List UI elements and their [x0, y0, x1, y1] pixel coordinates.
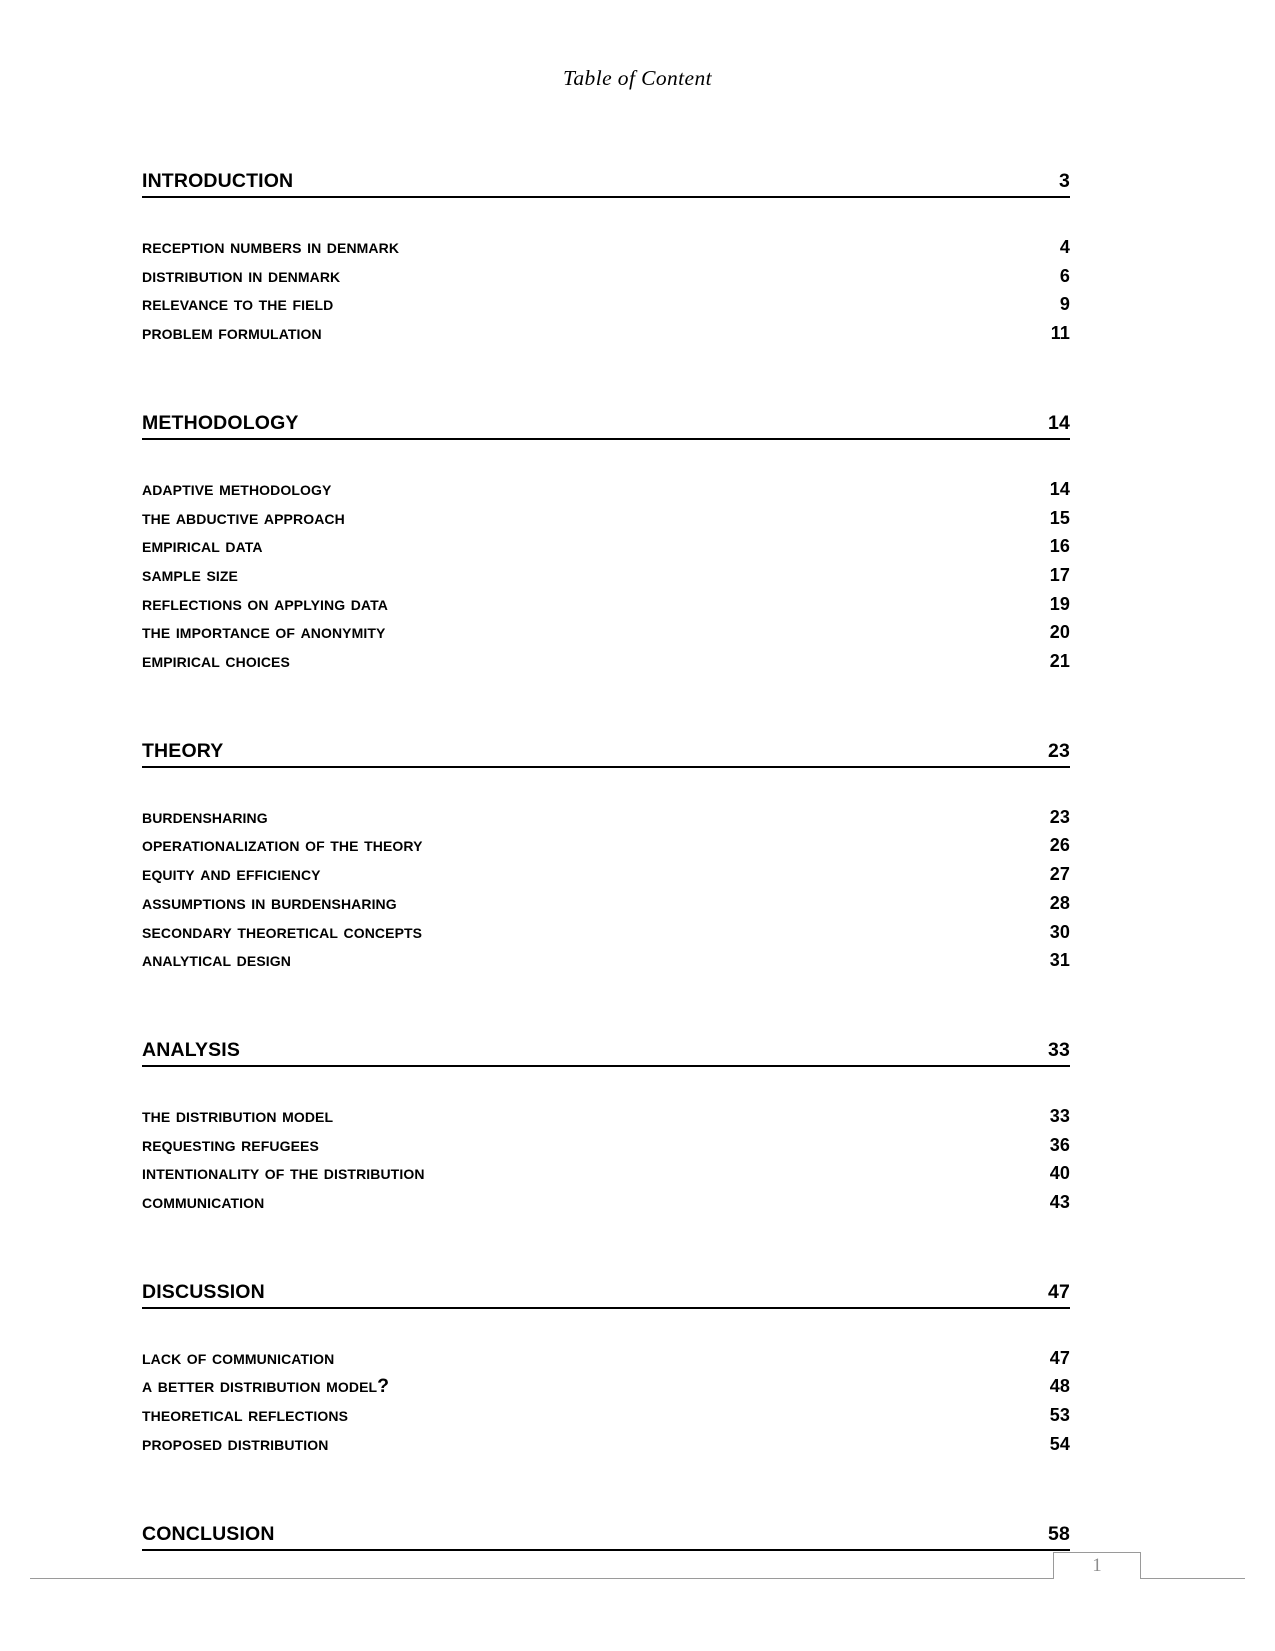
- toc-heading-label: METHODOLOGY: [142, 411, 299, 434]
- toc-subentry-page-number: 33: [1049, 1105, 1070, 1126]
- toc-subentry-page-number: 43: [1049, 1192, 1070, 1213]
- toc-subentry-label: the distribution model: [142, 1104, 334, 1127]
- toc-subentry[interactable]: [142, 1159, 1070, 1188]
- toc-subentry[interactable]: [142, 647, 1070, 676]
- toc-subentry-page-number: 48: [1049, 1376, 1070, 1397]
- toc-heading-label: INTRODUCTION: [142, 170, 294, 192]
- toc-subentry-list: [142, 803, 1070, 975]
- toc-subentry-label: relevance to the field: [142, 293, 334, 316]
- toc-subentry-page-number: 16: [1049, 536, 1070, 557]
- toc-subentry[interactable]: [142, 590, 1070, 619]
- toc-subentry[interactable]: [142, 946, 1070, 975]
- toc-subentry-list: [142, 233, 1070, 348]
- toc-subentry[interactable]: [142, 1102, 1070, 1131]
- toc-subentry-page-number: 19: [1049, 593, 1070, 614]
- toc-subentry-page-number: 23: [1049, 806, 1070, 827]
- toc-subentry-label: equity and efficiency: [142, 863, 321, 886]
- toc-subentry-label: distribution in denmark: [142, 264, 341, 287]
- toc-subentry-label: assumptions in burdensharing: [142, 891, 397, 914]
- toc-subentry-label: lack of communication: [142, 1346, 335, 1369]
- toc-subentry[interactable]: [142, 1188, 1070, 1217]
- toc-subentry-label: analytical design: [142, 949, 291, 972]
- toc-section-gap: [142, 348, 1070, 412]
- toc-heading-page-number: 58: [1048, 1522, 1070, 1545]
- toc-heading-page-number: 33: [1048, 1038, 1070, 1061]
- toc-subentry-page-number: 36: [1049, 1134, 1070, 1155]
- toc-section: [142, 1039, 1070, 1217]
- toc-subentry-label: sample size: [142, 563, 238, 586]
- toc-subentry-page-number: 47: [1049, 1347, 1070, 1368]
- toc-subentry-label: communication: [142, 1191, 265, 1214]
- running-header-title: Table of Content: [563, 66, 712, 90]
- toc-heading-entry[interactable]: [142, 170, 1070, 198]
- toc-subentry-label: intentionality of the distribution: [142, 1162, 425, 1185]
- toc-subentry-list: [142, 1344, 1070, 1459]
- toc-heading-page-number: 3: [1059, 170, 1070, 192]
- toc-subentry-label: theoretical reflections: [142, 1404, 349, 1427]
- toc-subentry[interactable]: [142, 1131, 1070, 1160]
- footer-page-number: 1: [1092, 1555, 1102, 1576]
- toc-subentry-page-number: 28: [1049, 892, 1070, 913]
- toc-section: [142, 1523, 1070, 1551]
- table-of-contents: [142, 170, 1070, 1551]
- running-header: [0, 66, 1275, 91]
- toc-subentry[interactable]: [142, 618, 1070, 647]
- toc-subentry-list: [142, 1102, 1070, 1217]
- toc-heading-label: ANALYSIS: [142, 1038, 241, 1061]
- toc-subentry[interactable]: [142, 233, 1070, 262]
- toc-subentry-label: operationalization of the theory: [142, 834, 423, 857]
- toc-subentry-label: adaptive methodology: [142, 477, 332, 500]
- toc-subentry-page-number: 53: [1049, 1405, 1070, 1426]
- toc-subentry-page-number: 20: [1049, 622, 1070, 643]
- toc-subentry-label: a better distribution model?: [142, 1375, 390, 1398]
- toc-subentry[interactable]: [142, 918, 1070, 947]
- toc-subentry-label: burdensharing: [142, 805, 268, 828]
- toc-subentry-page-number: 17: [1049, 564, 1070, 585]
- toc-heading-page-number: 14: [1048, 411, 1070, 434]
- toc-section: [142, 740, 1070, 975]
- toc-subentry[interactable]: [142, 290, 1070, 319]
- toc-subentry-page-number: 14: [1049, 478, 1070, 499]
- toc-section-gap: [142, 1459, 1070, 1523]
- toc-section: [142, 412, 1070, 676]
- toc-subentry[interactable]: [142, 1401, 1070, 1430]
- toc-subentry-page-number: 31: [1049, 950, 1070, 971]
- toc-subentry-page-number: 27: [1049, 864, 1070, 885]
- toc-subentry[interactable]: [142, 475, 1070, 504]
- toc-subentry-label: empirical data: [142, 535, 263, 558]
- toc-subentry[interactable]: [142, 532, 1070, 561]
- toc-subentry-label: reception numbers in denmark: [142, 236, 400, 258]
- toc-subentry[interactable]: [142, 1372, 1070, 1401]
- toc-section: [142, 1281, 1070, 1459]
- toc-heading-page-number: 23: [1048, 739, 1070, 762]
- toc-section-gap: [142, 975, 1070, 1039]
- toc-subentry-page-number: 26: [1049, 835, 1070, 856]
- toc-heading-label: CONCLUSION: [142, 1522, 275, 1545]
- toc-subentry[interactable]: [142, 504, 1070, 533]
- toc-subentry-page-number: 54: [1049, 1433, 1070, 1454]
- toc-subentry-page-number: 40: [1049, 1163, 1070, 1184]
- toc-subentry[interactable]: [142, 803, 1070, 832]
- toc-subentry-list: [142, 475, 1070, 676]
- toc-subentry-page-number: 9: [1059, 294, 1070, 315]
- toc-subentry-label: problem formulation: [142, 322, 322, 345]
- toc-subentry[interactable]: [142, 1344, 1070, 1373]
- toc-section-gap: [142, 1217, 1070, 1281]
- toc-subentry-label: the importance of anonymity: [142, 621, 386, 644]
- toc-subentry-label: proposed distribution: [142, 1432, 329, 1455]
- toc-subentry-label: requesting refugees: [142, 1133, 319, 1156]
- toc-subentry[interactable]: [142, 831, 1070, 860]
- toc-subentry-page-number: 30: [1049, 921, 1070, 942]
- toc-heading-entry[interactable]: [142, 1523, 1070, 1551]
- toc-heading-label: THEORY: [142, 739, 224, 762]
- toc-subentry-page-number: 4: [1059, 237, 1070, 257]
- toc-section-gap: [142, 676, 1070, 740]
- toc-subentry[interactable]: [142, 561, 1070, 590]
- page-footer: [0, 1552, 1275, 1622]
- toc-subentry-label: the abductive approach: [142, 506, 345, 529]
- toc-subentry-page-number: 11: [1050, 323, 1070, 344]
- toc-subentry-label: secondary theoretical concepts: [142, 920, 423, 943]
- toc-heading-entry[interactable]: [142, 1039, 1070, 1067]
- toc-subentry-page-number: 15: [1049, 507, 1070, 528]
- toc-subentry-page-number: 6: [1059, 265, 1070, 286]
- toc-subentry[interactable]: [142, 319, 1070, 348]
- toc-subentry-page-number: 21: [1049, 651, 1070, 672]
- toc-heading-entry[interactable]: [142, 740, 1070, 768]
- toc-heading-page-number: 47: [1048, 1280, 1070, 1303]
- toc-subentry-label: empirical choices: [142, 650, 290, 673]
- toc-heading-entry[interactable]: [142, 412, 1070, 440]
- toc-heading-label: DISCUSSION: [142, 1280, 265, 1303]
- toc-subentry[interactable]: [142, 889, 1070, 918]
- toc-heading-entry[interactable]: [142, 1281, 1070, 1309]
- toc-subentry-label: reflections on applying data: [142, 592, 388, 615]
- toc-section: [142, 170, 1070, 348]
- toc-subentry[interactable]: [142, 860, 1070, 889]
- toc-subentry[interactable]: [142, 262, 1070, 291]
- toc-subentry[interactable]: [142, 1430, 1070, 1459]
